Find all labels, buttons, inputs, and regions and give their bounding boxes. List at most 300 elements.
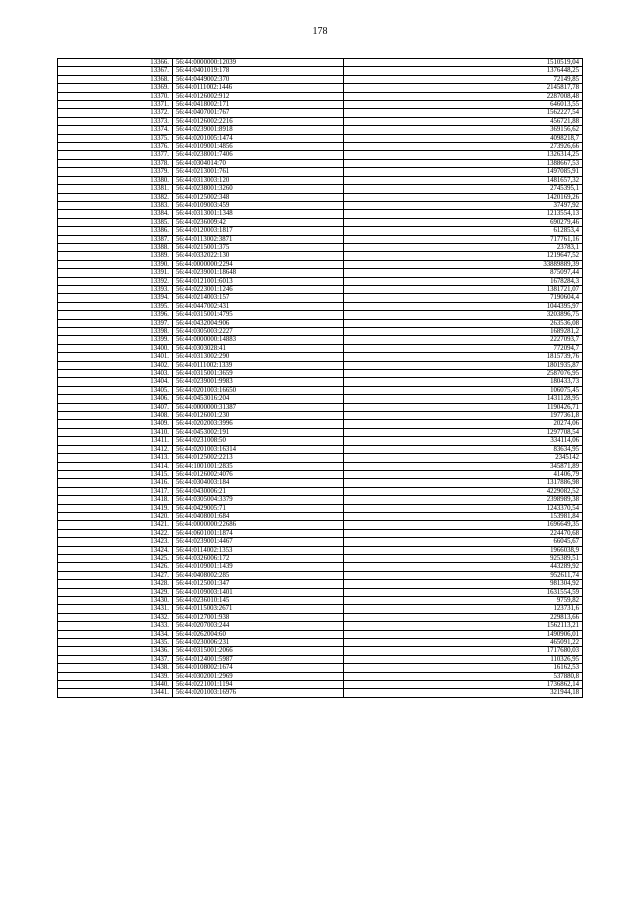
cadastral-value-cell: 1815739,76 — [344, 353, 583, 361]
cadastral-number-cell: 56:44:0000000:12039 — [173, 59, 344, 67]
cadastral-value-cell: 1689281,2 — [344, 328, 583, 336]
cadastral-value-cell: 37497,92 — [344, 201, 583, 209]
cadastral-value-cell: 981304,92 — [344, 580, 583, 588]
row-number-cell: 13394. — [58, 294, 173, 302]
cadastral-value-cell: 1631554,59 — [344, 588, 583, 596]
cadastral-value-cell: 2227093,7 — [344, 336, 583, 344]
cadastral-value-cell: 1219647,52 — [344, 252, 583, 260]
cadastral-value-cell: 646013,55 — [344, 101, 583, 109]
cadastral-number-cell: 56:44:0238001:3260 — [173, 185, 344, 193]
cadastral-number-cell: 56:44:0223001:1246 — [173, 285, 344, 293]
row-number-cell: 13391. — [58, 269, 173, 277]
cadastral-value-cell: 1297708,54 — [344, 428, 583, 436]
cadastral-number-cell: 56:44:0303028:41 — [173, 344, 344, 352]
cadastral-number-cell: 56:44:0332022:130 — [173, 252, 344, 260]
table-row — [58, 285, 583, 293]
table-row — [58, 151, 583, 159]
cadastral-value-cell: 1977361,8 — [344, 412, 583, 420]
table-row — [58, 479, 583, 487]
cadastral-value-cell: 1736862,14 — [344, 681, 583, 689]
table-row — [58, 647, 583, 655]
table-row — [58, 117, 583, 125]
table-row — [58, 109, 583, 117]
cadastral-number-cell: 56:44:0432004:906 — [173, 319, 344, 327]
cadastral-value-cell: 1562113,21 — [344, 622, 583, 630]
row-number-cell: 13431. — [58, 605, 173, 613]
cadastral-value-cell: 690279,46 — [344, 218, 583, 226]
cadastral-value-cell: 229813,66 — [344, 613, 583, 621]
cadastral-number-cell: 56:44:0430006:21 — [173, 487, 344, 495]
cadastral-value-cell: 772094,7 — [344, 344, 583, 352]
row-number-cell: 13397. — [58, 319, 173, 327]
cadastral-value-cell: 1420169,26 — [344, 193, 583, 201]
cadastral-value-cell: 537880,8 — [344, 672, 583, 680]
table-row — [58, 370, 583, 378]
row-number-cell: 13425. — [58, 554, 173, 562]
cadastral-value-cell: 925389,51 — [344, 554, 583, 562]
row-number-cell: 13393. — [58, 285, 173, 293]
row-number-cell: 13430. — [58, 597, 173, 605]
cadastral-number-cell: 56:44:0408001:684 — [173, 512, 344, 520]
cadastral-number-cell: 56:44:0239001:9983 — [173, 378, 344, 386]
table-row — [58, 101, 583, 109]
cadastral-value-cell: 7190604,4 — [344, 294, 583, 302]
cadastral-value-cell: 2745395,1 — [344, 185, 583, 193]
cadastral-number-cell: 56:44:0207003:244 — [173, 622, 344, 630]
table-row — [58, 294, 583, 302]
table-row — [58, 143, 583, 151]
row-number-cell: 13416. — [58, 479, 173, 487]
cadastral-value-cell: 110326,95 — [344, 655, 583, 663]
cadastral-value-cell: 3203896,75 — [344, 311, 583, 319]
table-row — [58, 59, 583, 67]
table-row — [58, 521, 583, 529]
row-number-cell: 13408. — [58, 412, 173, 420]
row-number-cell: 13411. — [58, 437, 173, 445]
cadastral-value-cell: 952611,74 — [344, 571, 583, 579]
cadastral-value-cell: 1497085,91 — [344, 168, 583, 176]
row-number-cell: 13369. — [58, 84, 173, 92]
table-row — [58, 319, 583, 327]
row-number-cell: 13386. — [58, 227, 173, 235]
cadastral-number-cell: 56:44:0109003:1401 — [173, 588, 344, 596]
cadastral-number-cell: 56:44:0111002:1446 — [173, 84, 344, 92]
table-row — [58, 529, 583, 537]
table-row — [58, 92, 583, 100]
cadastral-value-cell: 369156,62 — [344, 126, 583, 134]
row-number-cell: 13376. — [58, 143, 173, 151]
row-number-cell: 13401. — [58, 353, 173, 361]
table-row — [58, 622, 583, 630]
cadastral-value-cell: 1243370,54 — [344, 504, 583, 512]
cadastral-number-cell: 56:44:0000000:22686 — [173, 521, 344, 529]
cadastral-value-cell: 345871,89 — [344, 462, 583, 470]
row-number-cell: 13432. — [58, 613, 173, 621]
cadastral-value-cell: 456721,88 — [344, 117, 583, 125]
cadastral-number-cell: 56:44:0449002:370 — [173, 75, 344, 83]
table-row — [58, 504, 583, 512]
cadastral-number-cell: 56:44:0126002:2216 — [173, 117, 344, 125]
cadastral-number-cell: 56:44:0302001:2969 — [173, 672, 344, 680]
cadastral-value-cell: 153981,84 — [344, 512, 583, 520]
row-number-cell: 13371. — [58, 101, 173, 109]
table-row — [58, 487, 583, 495]
table-row — [58, 689, 583, 697]
cadastral-number-cell: 56:44:0407001:767 — [173, 109, 344, 117]
row-number-cell: 13387. — [58, 235, 173, 243]
cadastral-value-cell: 1044395,97 — [344, 302, 583, 310]
table-row — [58, 571, 583, 579]
cadastral-value-cell: 1431128,95 — [344, 395, 583, 403]
cadastral-value-cell: 1381721,07 — [344, 285, 583, 293]
cadastral-number-cell: 56:44:0239001:8918 — [173, 126, 344, 134]
cadastral-number-cell: 56:44:0111002:1339 — [173, 361, 344, 369]
cadastral-value-cell: 1717680,03 — [344, 647, 583, 655]
cadastral-value-cell: 465091,22 — [344, 639, 583, 647]
cadastral-number-cell: 56:44:0239001:4467 — [173, 538, 344, 546]
row-number-cell: 13413. — [58, 454, 173, 462]
table-row — [58, 538, 583, 546]
table-row — [58, 563, 583, 571]
cadastral-number-cell: 56:44:0109001:1439 — [173, 563, 344, 571]
row-number-cell: 13426. — [58, 563, 173, 571]
cadastral-number-cell: 56:44:0315001:4795 — [173, 311, 344, 319]
table-row — [58, 252, 583, 260]
cadastral-value-cell: 180433,73 — [344, 378, 583, 386]
row-number-cell: 13390. — [58, 260, 173, 268]
table-row — [58, 588, 583, 596]
cadastral-value-cell: 1317886,98 — [344, 479, 583, 487]
row-number-cell: 13366. — [58, 59, 173, 67]
cadastral-value-cell: 263536,08 — [344, 319, 583, 327]
cadastral-number-cell: 56:44:0236010:145 — [173, 597, 344, 605]
cadastral-value-cell: 1490906,01 — [344, 630, 583, 638]
table-row — [58, 218, 583, 226]
table-row — [58, 201, 583, 209]
cadastral-number-cell: 56:44:0109003:459 — [173, 201, 344, 209]
table-row — [58, 336, 583, 344]
table-row — [58, 159, 583, 167]
cadastral-value-cell: 321944,18 — [344, 689, 583, 697]
row-number-cell: 13412. — [58, 445, 173, 453]
cadastral-value-cell: 1190426,71 — [344, 403, 583, 411]
cadastral-number-cell: 56:44:0304003:184 — [173, 479, 344, 487]
cadastral-number-cell: 56:44:0000000:31387 — [173, 403, 344, 411]
table-row — [58, 185, 583, 193]
cadastral-number-cell: 56:44:0447002:431 — [173, 302, 344, 310]
table-row — [58, 311, 583, 319]
table-row — [58, 403, 583, 411]
cadastral-number-cell: 56:44:0109001:4856 — [173, 143, 344, 151]
cadastral-number-cell: 56:44:0113002:3871 — [173, 235, 344, 243]
cadastral-value-cell: 1213554,13 — [344, 210, 583, 218]
cadastral-value-cell: 2398989,38 — [344, 496, 583, 504]
row-number-cell: 13385. — [58, 218, 173, 226]
row-number-cell: 13441. — [58, 689, 173, 697]
row-number-cell: 13373. — [58, 117, 173, 125]
table-row — [58, 613, 583, 621]
cadastral-number-cell: 56:44:0121001:6013 — [173, 277, 344, 285]
table-row — [58, 554, 583, 562]
cadastral-number-cell: 56:44:0238001:7406 — [173, 151, 344, 159]
cadastral-value-cell: 1966038,9 — [344, 546, 583, 554]
cadastral-number-cell: 56:44:0236009:42 — [173, 218, 344, 226]
cadastral-value-cell: 23783,1 — [344, 243, 583, 251]
cadastral-value-cell: 2145817,78 — [344, 84, 583, 92]
cadastral-number-cell: 56:44:0315001:3659 — [173, 370, 344, 378]
table-row — [58, 605, 583, 613]
table-row — [58, 681, 583, 689]
cadastral-number-cell: 56:44:0305004:3379 — [173, 496, 344, 504]
cadastral-value-cell: 612853,4 — [344, 227, 583, 235]
table-row — [58, 386, 583, 394]
cadastral-number-cell: 56:44:0126002:4076 — [173, 470, 344, 478]
cadastral-value-cell: 443289,92 — [344, 563, 583, 571]
cadastral-number-cell: 56:44:0201003:16314 — [173, 445, 344, 453]
cadastral-value-cell: 9759,82 — [344, 597, 583, 605]
cadastral-number-cell: 56:44:0429005:71 — [173, 504, 344, 512]
row-number-cell: 13423. — [58, 538, 173, 546]
table-row — [58, 395, 583, 403]
cadastral-value-cell: 4098218,7 — [344, 134, 583, 142]
table-row — [58, 412, 583, 420]
table-row — [58, 454, 583, 462]
cadastral-number-cell: 56:44:0215001:375 — [173, 243, 344, 251]
row-number-cell: 13434. — [58, 630, 173, 638]
table-row — [58, 344, 583, 352]
cadastral-number-cell: 56:44:0114002:1353 — [173, 546, 344, 554]
cadastral-number-cell: 56:44:0315001:2066 — [173, 647, 344, 655]
table-row — [58, 672, 583, 680]
row-number-cell: 13392. — [58, 277, 173, 285]
row-number-cell: 13402. — [58, 361, 173, 369]
cadastral-value-cell: 875097,44 — [344, 269, 583, 277]
cadastral-value-cell: 2587076,95 — [344, 370, 583, 378]
cadastral-number-cell: 56:44:0304014:70 — [173, 159, 344, 167]
row-number-cell: 13399. — [58, 336, 173, 344]
row-number-cell: 13436. — [58, 647, 173, 655]
cadastral-number-cell: 56:44:0115003:2671 — [173, 605, 344, 613]
table-row — [58, 512, 583, 520]
cadastral-value-cell: 1481657,32 — [344, 176, 583, 184]
cadastral-value-cell: 1801935,87 — [344, 361, 583, 369]
cadastral-number-cell: 56:44:0326006:172 — [173, 554, 344, 562]
table-row — [58, 243, 583, 251]
row-number-cell: 13388. — [58, 243, 173, 251]
cadastral-value-cell: 334114,06 — [344, 437, 583, 445]
row-number-cell: 13404. — [58, 378, 173, 386]
table-row — [58, 193, 583, 201]
table-row — [58, 227, 583, 235]
row-number-cell: 13419. — [58, 504, 173, 512]
cadastral-value-cell: 273926,66 — [344, 143, 583, 151]
cadastral-number-cell: 56:44:0201005:1474 — [173, 134, 344, 142]
cadastral-value-cell: 33889889,39 — [344, 260, 583, 268]
cadastral-number-cell: 56:44:0124001:5987 — [173, 655, 344, 663]
row-number-cell: 13429. — [58, 588, 173, 596]
cadastral-value-cell: 72149,85 — [344, 75, 583, 83]
row-number-cell: 13374. — [58, 126, 173, 134]
row-number-cell: 13407. — [58, 403, 173, 411]
cadastral-number-cell: 56:44:0231008:50 — [173, 437, 344, 445]
cadastral-value-cell: 4229082,52 — [344, 487, 583, 495]
row-number-cell: 13395. — [58, 302, 173, 310]
row-number-cell: 13424. — [58, 546, 173, 554]
cadastral-number-cell: 56:44:0313002:290 — [173, 353, 344, 361]
row-number-cell: 13400. — [58, 344, 173, 352]
cadastral-number-cell: 56:44:0125001:347 — [173, 580, 344, 588]
row-number-cell: 13379. — [58, 168, 173, 176]
row-number-cell: 13437. — [58, 655, 173, 663]
row-number-cell: 13381. — [58, 185, 173, 193]
row-number-cell: 13428. — [58, 580, 173, 588]
row-number-cell: 13375. — [58, 134, 173, 142]
cadastral-value-cell: 1388667,53 — [344, 159, 583, 167]
table-row — [58, 597, 583, 605]
cadastral-value-cell: 1376448,25 — [344, 67, 583, 75]
cadastral-number-cell: 56:44:0201003:16976 — [173, 689, 344, 697]
table-row — [58, 328, 583, 336]
table-row — [58, 664, 583, 672]
table-row — [58, 277, 583, 285]
row-number-cell: 13427. — [58, 571, 173, 579]
row-number-cell: 13414. — [58, 462, 173, 470]
cadastral-number-cell: 56:44:0408002:285 — [173, 571, 344, 579]
page-number: 178 — [312, 26, 328, 37]
row-number-cell: 13383. — [58, 201, 173, 209]
row-number-cell: 13409. — [58, 420, 173, 428]
table-row — [58, 260, 583, 268]
table-row — [58, 580, 583, 588]
table-row — [58, 639, 583, 647]
cadastral-value-cell: 16162,53 — [344, 664, 583, 672]
cadastral-number-cell: 56:44:0313001:1348 — [173, 210, 344, 218]
cadastral-number-cell: 56:44:0120003:1817 — [173, 227, 344, 235]
row-number-cell: 13398. — [58, 328, 173, 336]
table-row — [58, 655, 583, 663]
cadastral-number-cell: 56:44:0418002:171 — [173, 101, 344, 109]
row-number-cell: 13422. — [58, 529, 173, 537]
table-row — [58, 269, 583, 277]
table-row — [58, 420, 583, 428]
row-number-cell: 13403. — [58, 370, 173, 378]
cadastral-value-cell: 717761,16 — [344, 235, 583, 243]
cadastral-number-cell: 56:44:0601001:1874 — [173, 529, 344, 537]
table-row — [58, 496, 583, 504]
cadastral-value-cell: 1696649,35 — [344, 521, 583, 529]
table-row — [58, 546, 583, 554]
table-row — [58, 168, 583, 176]
row-number-cell: 13420. — [58, 512, 173, 520]
cadastral-value-cell: 1562227,54 — [344, 109, 583, 117]
table-row — [58, 302, 583, 310]
row-number-cell: 13439. — [58, 672, 173, 680]
table-row — [58, 84, 583, 92]
cadastral-value-cell: 224470,68 — [344, 529, 583, 537]
row-number-cell: 13372. — [58, 109, 173, 117]
cadastral-number-cell: 56:44:1001001:2835 — [173, 462, 344, 470]
cadastral-number-cell: 56:44:0000000:2294 — [173, 260, 344, 268]
cadastral-number-cell: 56:44:0230006:231 — [173, 639, 344, 647]
cadastral-number-cell: 56:44:0213001:761 — [173, 168, 344, 176]
row-number-cell: 13384. — [58, 210, 173, 218]
cadastral-number-cell: 56:44:0108002:1674 — [173, 664, 344, 672]
table-body — [58, 59, 583, 698]
cadastral-number-cell: 56:44:0202003:3996 — [173, 420, 344, 428]
table-row — [58, 462, 583, 470]
table-row — [58, 470, 583, 478]
cadastral-number-cell: 56:44:0126002:912 — [173, 92, 344, 100]
cadastral-value-cell: 106075,45 — [344, 386, 583, 394]
table-row — [58, 67, 583, 75]
row-number-cell: 13435. — [58, 639, 173, 647]
table-row — [58, 378, 583, 386]
table-row — [58, 445, 583, 453]
table-row — [58, 428, 583, 436]
row-number-cell: 13396. — [58, 311, 173, 319]
cadastral-number-cell: 56:44:0401019:178 — [173, 67, 344, 75]
cadastral-number-cell: 56:44:0125002:348 — [173, 193, 344, 201]
row-number-cell: 13421. — [58, 521, 173, 529]
row-number-cell: 13417. — [58, 487, 173, 495]
row-number-cell: 13382. — [58, 193, 173, 201]
cadastral-value-cell: 2287008,48 — [344, 92, 583, 100]
table-row — [58, 134, 583, 142]
cadastral-value-cell: 83634,95 — [344, 445, 583, 453]
cadastral-value-cell: 1326314,25 — [344, 151, 583, 159]
cadastral-number-cell: 56:44:0214003:157 — [173, 294, 344, 302]
cadastral-number-cell: 56:44:0305003:2227 — [173, 328, 344, 336]
row-number-cell: 13418. — [58, 496, 173, 504]
table-row — [58, 210, 583, 218]
cadastral-number-cell: 56:44:0221001:1194 — [173, 681, 344, 689]
row-number-cell: 13410. — [58, 428, 173, 436]
row-number-cell: 13380. — [58, 176, 173, 184]
cadastral-number-cell: 56:44:0000000:14883 — [173, 336, 344, 344]
cadastral-value-table — [57, 58, 583, 698]
cadastral-number-cell: 56:44:0239001:18648 — [173, 269, 344, 277]
table-row — [58, 353, 583, 361]
cadastral-number-cell: 56:44:0127001:938 — [173, 613, 344, 621]
table-row — [58, 630, 583, 638]
row-number-cell: 13405. — [58, 386, 173, 394]
table-row — [58, 75, 583, 83]
cadastral-value-cell: 2345142 — [344, 454, 583, 462]
cadastral-number-cell: 56:44:0453002:191 — [173, 428, 344, 436]
row-number-cell: 13433. — [58, 622, 173, 630]
table-row — [58, 235, 583, 243]
cadastral-value-cell: 41406,79 — [344, 470, 583, 478]
cadastral-value-cell: 66045,67 — [344, 538, 583, 546]
table-row — [58, 126, 583, 134]
cadastral-value-cell: 20274,06 — [344, 420, 583, 428]
cadastral-number-cell: 56:44:0125002:2213 — [173, 454, 344, 462]
cadastral-number-cell: 56:44:0262004:60 — [173, 630, 344, 638]
row-number-cell: 13440. — [58, 681, 173, 689]
cadastral-value-cell: 1510519,04 — [344, 59, 583, 67]
row-number-cell: 13406. — [58, 395, 173, 403]
row-number-cell: 13368. — [58, 75, 173, 83]
table-row — [58, 437, 583, 445]
cadastral-value-cell: 1678284,3 — [344, 277, 583, 285]
row-number-cell: 13377. — [58, 151, 173, 159]
row-number-cell: 13370. — [58, 92, 173, 100]
row-number-cell: 13389. — [58, 252, 173, 260]
table-row — [58, 176, 583, 184]
table-row — [58, 361, 583, 369]
row-number-cell: 13367. — [58, 67, 173, 75]
cadastral-number-cell: 56:44:0313003:120 — [173, 176, 344, 184]
